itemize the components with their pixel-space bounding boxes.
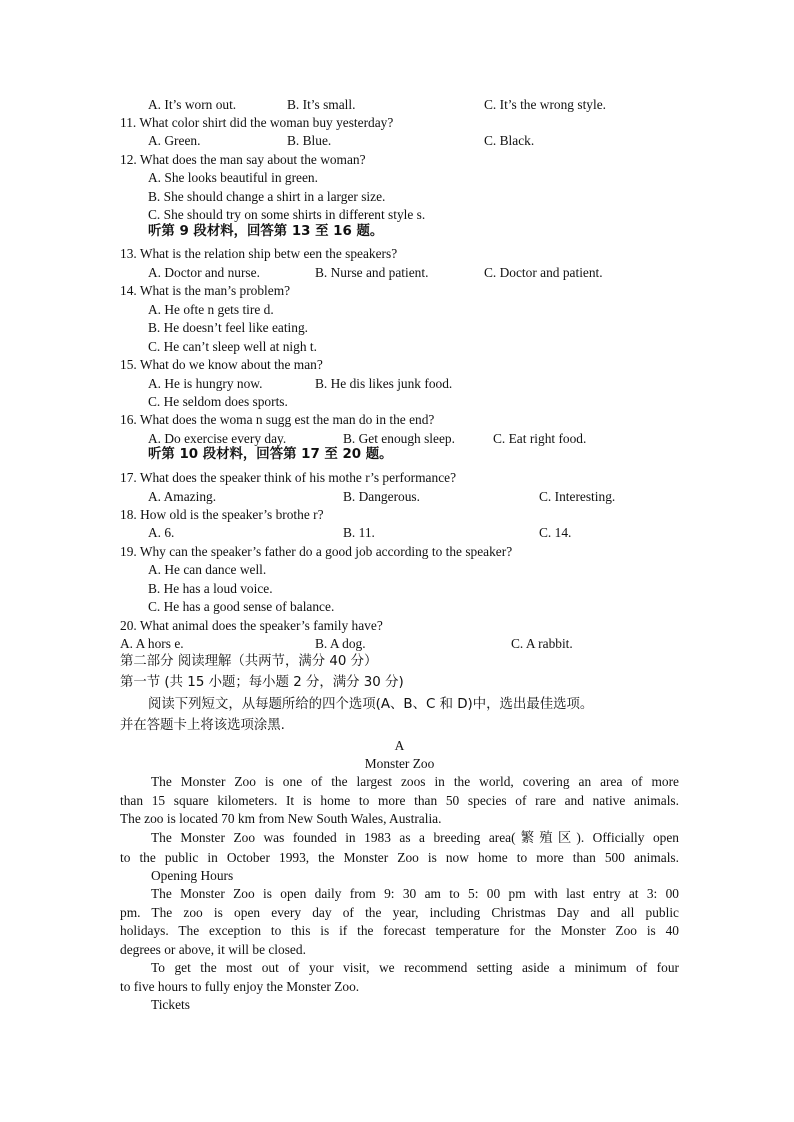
q20-option-a: A. A hors e. [120,636,184,651]
passage-title: Monster Zoo [364,756,435,771]
q18-option-c: C. 14. [539,525,572,540]
q16-stem: 16. What does the woma n sugg est the man do in the end? [120,412,435,427]
p2-line-1: The Monster Zoo was founded in 1983 as a breeding area(繁殖区). Officially open [151,830,679,845]
p1-line-3: The zoo is located 70 km from New South Wales, Australia. [120,811,442,826]
p2-line-2: to the public in October 1993, the Monster Zoo is now home to more than 500 animals. [120,850,679,865]
opening-hours-heading: Opening Hours [151,868,234,883]
q15-stem: 15. What do we know about the man? [120,357,323,372]
part-two-heading: 第二部分 阅读理解（共两节，满分 40 分） [120,654,378,669]
q15-option-a: A. He is hungry now. [148,376,263,391]
passage-letter: A [394,738,405,753]
instruction-line-1: 阅读下列短文，从每题所给的四个选项(A、B、C 和 D)中，选出最佳选项。 [148,697,594,712]
q18-option-a: A. 6. [148,525,175,540]
q13-stem: 13. What is the relation ship betw een the speakers? [120,246,398,261]
q11-option-c: C. Black. [484,133,535,148]
q15-option-c: C. He seldom does sports. [148,394,288,409]
q12-option-c: C. She should try on some shirts in different style s. [148,207,426,222]
p3-line-3: holidays. The exception to this is if the forecast temperature for the Monster Zoo is 40 [120,923,679,938]
q11-option-b: B. Blue. [287,133,332,148]
q20-option-c: C. A rabbit. [511,636,573,651]
section-one-heading: 第一节 (共 15 小题；每小题 2 分，满分 30 分) [120,675,404,690]
q13-option-b: B. Nurse and patient. [315,265,429,280]
q17-option-c: C. Interesting. [539,489,616,504]
p1-line-2: than 15 square kilometers. It is home to more than 50 species of rare and native animals. [120,793,679,808]
q13-option-a: A. Doctor and nurse. [148,265,260,280]
q20-option-b: B. A dog. [315,636,366,651]
q16-option-c: C. Eat right food. [493,431,587,446]
q14-option-c: C. He can’t sleep well at nigh t. [148,339,317,354]
tickets-heading: Tickets [151,997,190,1012]
p3-line-1: The Monster Zoo is open daily from 9: 30 am to 5: 00 pm with last entry at 3: 00 [151,886,679,901]
q10-option-b: B. It’s small. [287,97,356,112]
section-9-heading: 听第 9 段材料，回答第 13 至 16 题。 [148,224,384,239]
q10-option-c: C. It’s the wrong style. [484,97,606,112]
q18-stem: 18. How old is the speaker’s brothe r? [120,507,324,522]
q17-option-b: B. Dangerous. [343,489,420,504]
p3-line-4: degrees or above, it will be closed. [120,942,306,957]
q13-option-c: C. Doctor and patient. [484,265,603,280]
q17-stem: 17. What does the speaker think of his mothe r’s performance? [120,470,457,485]
q14-option-b: B. He doesn’t feel like eating. [148,320,309,335]
q14-option-a: A. He ofte n gets tire d. [148,302,274,317]
q10-option-a: A. It’s worn out. [148,97,237,112]
q19-option-b: B. He has a loud voice. [148,581,273,596]
q15-option-b: B. He dis likes junk food. [315,376,453,391]
q16-option-a: A. Do exercise every day. [148,431,287,446]
q16-option-b: B. Get enough sleep. [343,431,455,446]
q12-option-a: A. She looks beautiful in green. [148,170,318,185]
q11-option-a: A. Green. [148,133,201,148]
q18-option-b: B. 11. [343,525,375,540]
p4-line-1: To get the most out of your visit, we recommend setting aside a minimum of four [151,960,679,975]
p3-line-2: pm. The zoo is open every day of the year, including Christmas Day and all public [120,905,679,920]
instruction-line-2: 并在答题卡上将该选项涂黑. [120,718,285,733]
q19-option-a: A. He can dance well. [148,562,267,577]
q20-stem: 20. What animal does the speaker’s family have? [120,618,383,633]
q19-stem: 19. Why can the speaker’s father do a good job according to the speaker? [120,544,513,559]
p4-line-2: to five hours to fully enjoy the Monster Zoo. [120,979,360,994]
q12-option-b: B. She should change a shirt in a larger size. [148,189,386,204]
q11-stem: 11. What color shirt did the woman buy yesterday? [120,115,394,130]
q14-stem: 14. What is the man’s problem? [120,283,291,298]
p1-line-1: The Monster Zoo is one of the largest zoos in the world, covering an area of more [151,774,679,789]
q19-option-c: C. He has a good sense of balance. [148,599,335,614]
q12-stem: 12. What does the man say about the woman? [120,152,366,167]
q17-option-a: A. Amazing. [148,489,217,504]
section-10-heading: 听第 10 段材料，回答第 17 至 20 题。 [148,447,393,462]
